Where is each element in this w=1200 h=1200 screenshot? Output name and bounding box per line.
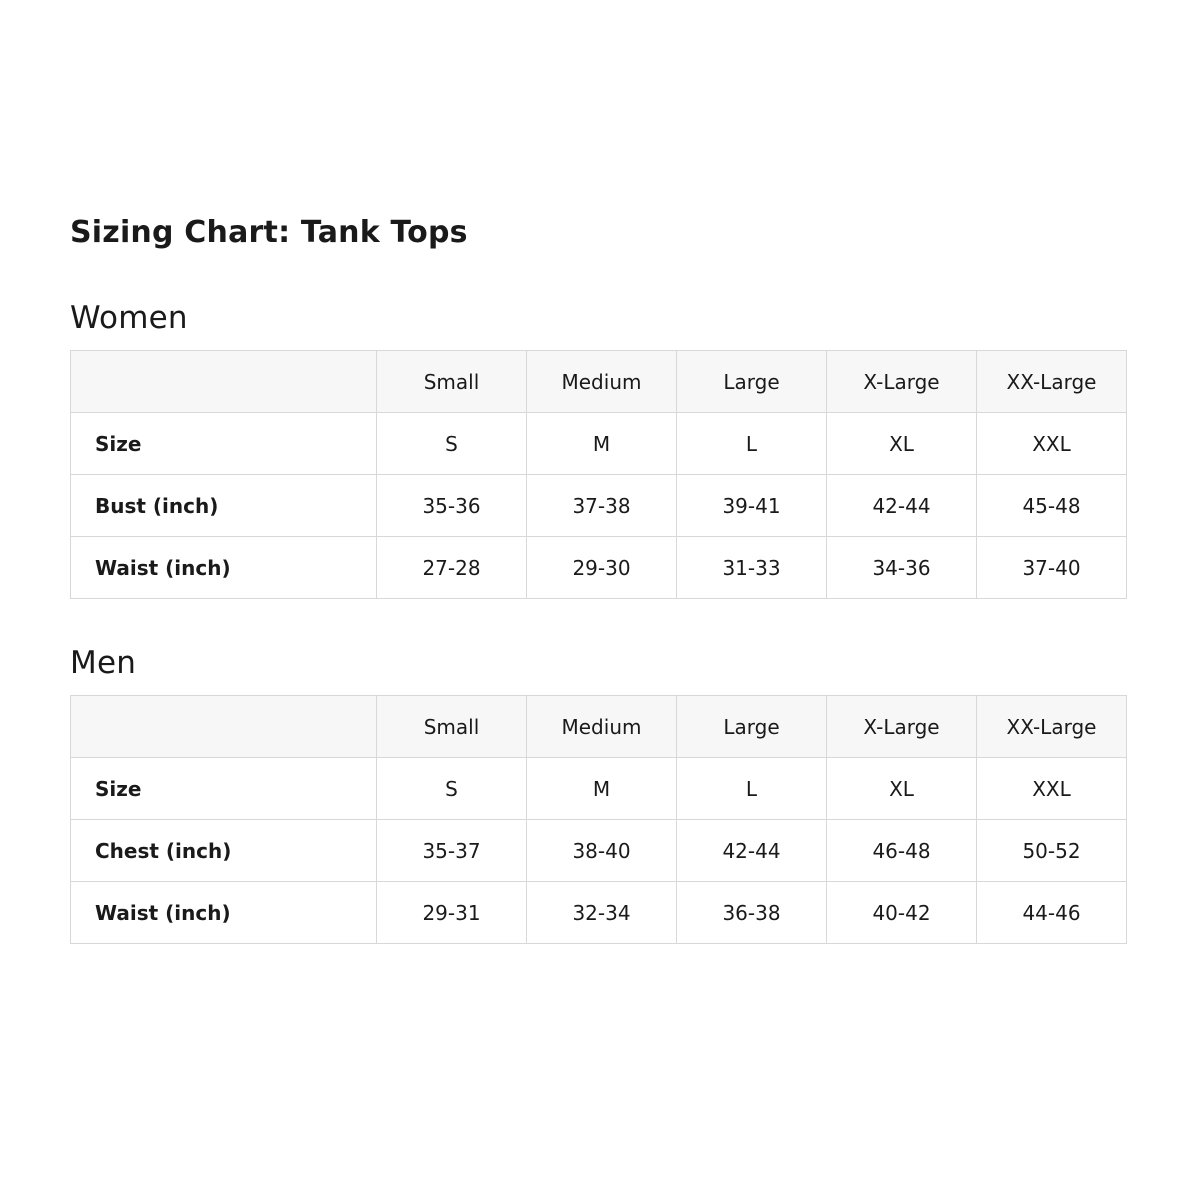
table-header-cell: Large [677, 696, 827, 758]
table-cell: 32-34 [527, 882, 677, 944]
table-header-cell: X-Large [827, 696, 977, 758]
table-cell: 38-40 [527, 820, 677, 882]
table-row [71, 758, 1127, 820]
table-row-label: Size [71, 413, 377, 475]
table-cell: 34-36 [827, 537, 977, 599]
table-cell: 35-36 [377, 475, 527, 537]
table-header-row [71, 696, 1127, 758]
table-row [71, 882, 1127, 944]
table-row [71, 475, 1127, 537]
table-cell: 35-37 [377, 820, 527, 882]
table-row [71, 537, 1127, 599]
table-cell: 39-41 [677, 475, 827, 537]
table-header-cell: Medium [527, 696, 677, 758]
table-cell: 37-38 [527, 475, 677, 537]
table-cell: XL [827, 413, 977, 475]
table-cell: 50-52 [977, 820, 1127, 882]
table-cell: 44-46 [977, 882, 1127, 944]
table-header-cell: Medium [527, 351, 677, 413]
section-heading-women: Women [70, 300, 188, 336]
section-men [70, 645, 1130, 944]
table-cell: 45-48 [977, 475, 1127, 537]
table-cell: S [377, 758, 527, 820]
table-cell: 29-30 [527, 537, 677, 599]
table-cell: S [377, 413, 527, 475]
table-cell: 37-40 [977, 537, 1127, 599]
table-header-cell: Large [677, 351, 827, 413]
sizing-table-men [70, 695, 1127, 944]
table-cell: XXL [977, 758, 1127, 820]
table-cell: 31-33 [677, 537, 827, 599]
table-header-cell: XX-Large [977, 696, 1127, 758]
table-header-cell [71, 351, 377, 413]
table-header-row [71, 351, 1127, 413]
table-row [71, 413, 1127, 475]
table-header-cell: Small [377, 351, 527, 413]
table-cell: 27-28 [377, 537, 527, 599]
table-cell: 29-31 [377, 882, 527, 944]
table-row [71, 820, 1127, 882]
table-header-cell: Small [377, 696, 527, 758]
section-women [70, 300, 1130, 599]
table-cell: 46-48 [827, 820, 977, 882]
table-row-label: Bust (inch) [71, 475, 377, 537]
table-cell: M [527, 413, 677, 475]
table-row-label: Waist (inch) [71, 882, 377, 944]
table-row-label: Size [71, 758, 377, 820]
table-header-cell [71, 696, 377, 758]
table-cell: L [677, 758, 827, 820]
table-header-cell: X-Large [827, 351, 977, 413]
table-cell: XL [827, 758, 977, 820]
page-title: Sizing Chart: Tank Tops [70, 215, 468, 250]
table-cell: XXL [977, 413, 1127, 475]
table-cell: 40-42 [827, 882, 977, 944]
table-row-label: Waist (inch) [71, 537, 377, 599]
sizing-table-women [70, 350, 1127, 599]
table-cell: M [527, 758, 677, 820]
table-cell: 36-38 [677, 882, 827, 944]
table-header-cell: XX-Large [977, 351, 1127, 413]
table-cell: 42-44 [677, 820, 827, 882]
table-cell: 42-44 [827, 475, 977, 537]
table-row-label: Chest (inch) [71, 820, 377, 882]
table-cell: L [677, 413, 827, 475]
section-heading-men: Men [70, 645, 137, 681]
